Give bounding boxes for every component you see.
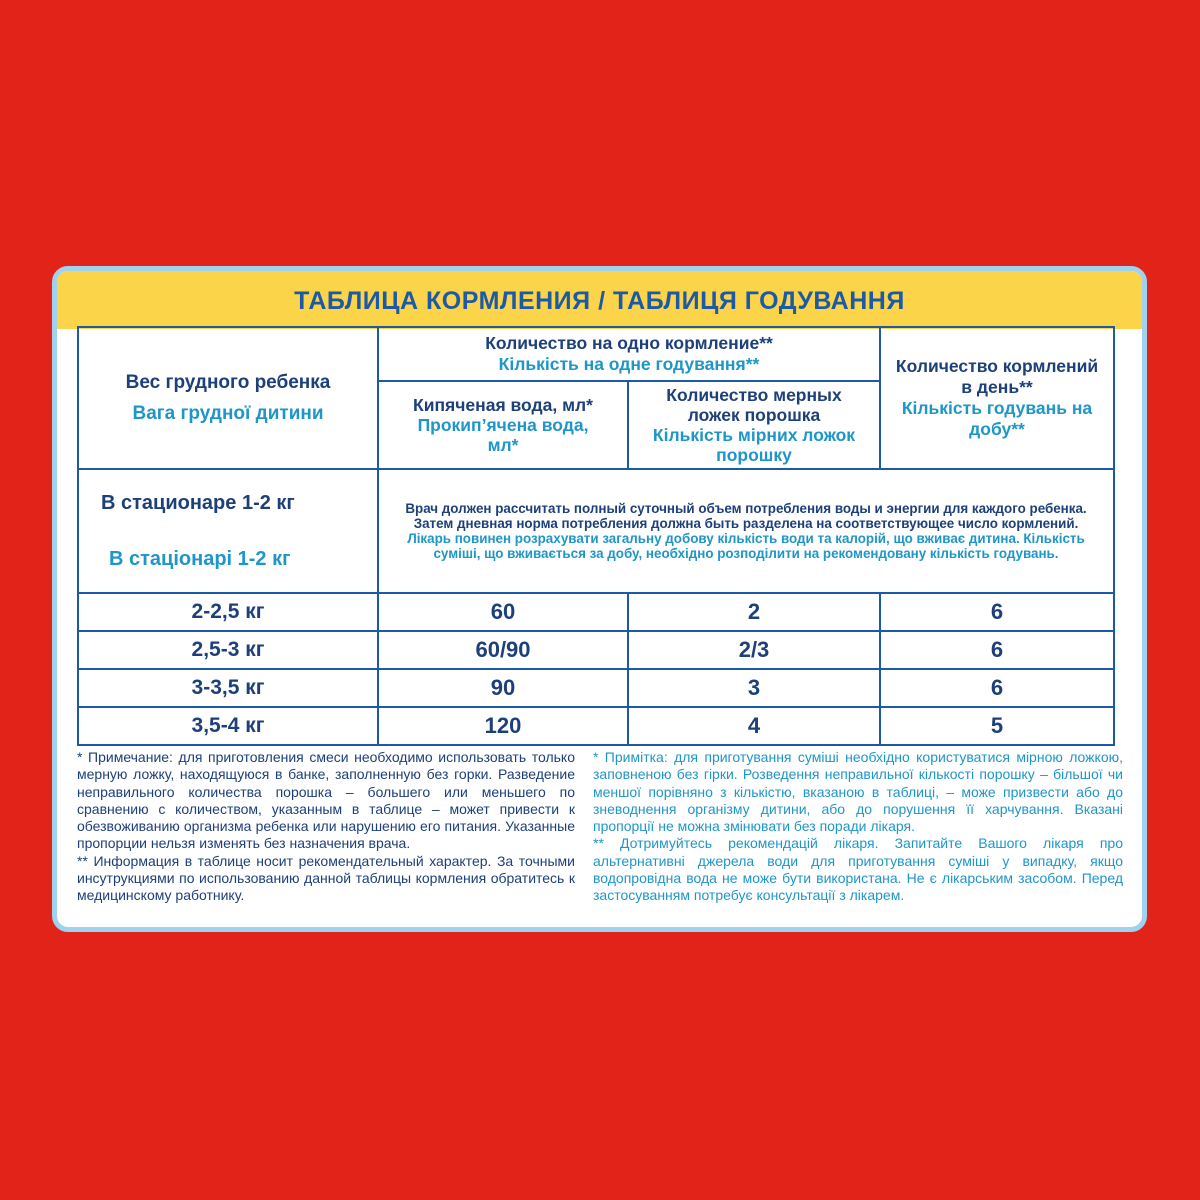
row-weight: 3-3,5 кг [78,669,378,707]
row-spoons: 3 [628,669,880,707]
table-title: ТАБЛИЦА КОРМЛЕНИЯ / ТАБЛИЦЯ ГОДУВАННЯ [57,271,1142,329]
row-spoons: 2/3 [628,631,880,669]
footnote-ua-1: * Примітка: для приготування суміші необхідно користуватися мірною ложкою, заповненою без гірки. Розведення неправильної кількості порошку – більшої чи меншої порівняно з кількістю, вказаною в таблиці, – може призвести або до зневоднення організму дитини, або до порушення її харчування. Вказані пропорції не можна змінювати без поради лікаря. [593,749,1123,835]
row-weight: 2-2,5 кг [78,593,378,631]
header-water-ua: Прокип’ячена вода, мл* [417,415,589,455]
header-water-ru: Кипяченая вода, мл* [413,395,593,415]
footnote-ru-1: * Примечание: для приготовления смеси необходимо использовать только мерную ложку, находящуюся в банке, заполненную без горки. Разведение неправильного количества порошка – большего или меньшего по сравнению с количеством, указанным в таблице – может привести к обезвоживанию организма ребенка или нарушению его питания. Указанные пропорции нельзя изменять без назначения врача. [77,749,575,852]
hospital-note-ua: Лікарь повинен розрахувати загальну добову кількість води та калорій, що вживає дитина. Кількість суміші, що вживається за добу, необхідно розподілити на рекомендовану кількість годувань. [407,531,1085,562]
header-per-feed-ru: Количество на одно кормление** [485,333,773,353]
row-weight: 2,5-3 кг [78,631,378,669]
table-row [78,707,1114,745]
header-weight [78,327,378,469]
row-feeds: 6 [880,593,1114,631]
header-feeds-ru: Количество кормлений в день** [895,356,1099,397]
row-weight: 3,5-4 кг [78,707,378,745]
row-feeds: 6 [880,669,1114,707]
header-per-feed [378,327,880,381]
footnote-ua [593,749,1123,905]
row-water: 90 [378,669,628,707]
header-per-feed-ua: Кількість на одне годування** [498,354,760,374]
footnote-ru-2: ** Информация в таблице носит рекомендательный характер. За точными инсутрукциями по использованию данной таблицы кормления обратитесь к медицинскому работнику. [77,852,575,904]
header-water [378,381,628,469]
row-water: 60/90 [378,631,628,669]
feeding-table [77,326,1115,746]
header-spoons-ru: Количество мерных ложек порошка [666,385,842,425]
row-feeds: 6 [880,631,1114,669]
row-spoons: 2 [628,593,880,631]
row-water: 60 [378,593,628,631]
hospital-note-ru: Врач должен рассчитать полный суточный объем потребления воды и энергии для каждого ребенка. Затем дневная норма потребления должна быть разделена на соответствующее число кормлений. [405,500,1087,531]
header-weight-ru: Вес грудного ребенка [125,372,331,393]
footnote-ru [77,749,575,905]
header-spoons-ua: Кількість мірних ложок порошку [652,425,856,465]
header-weight-ua: Вага грудної дитини [132,403,324,424]
header-feeds-per-day [880,327,1114,469]
hospital-label-ru: В стационаре 1-2 кг [101,492,295,514]
hospital-note [378,469,1114,593]
table-row [78,631,1114,669]
header-feeds-ua: Кількість годувань на добу** [901,398,1093,439]
row-water: 120 [378,707,628,745]
table-row [78,593,1114,631]
row-spoons: 4 [628,707,880,745]
hospital-weight [78,469,378,593]
hospital-label-ua: В стаціонарі 1-2 кг [109,548,291,570]
feeding-table-card [52,266,1147,932]
table-row [78,669,1114,707]
header-spoons [628,381,880,469]
footnote-ua-2: ** Дотримуйтесь рекомендацій лікаря. Запитайте Вашого лікаря про альтернативні джерела води для приготування суміші у випадку, якщо водопровідна вода не може бути використана. Не є лікарським засобом. Перед застосуванням потребує консультації з лікарем. [593,835,1123,904]
row-feeds: 5 [880,707,1114,745]
